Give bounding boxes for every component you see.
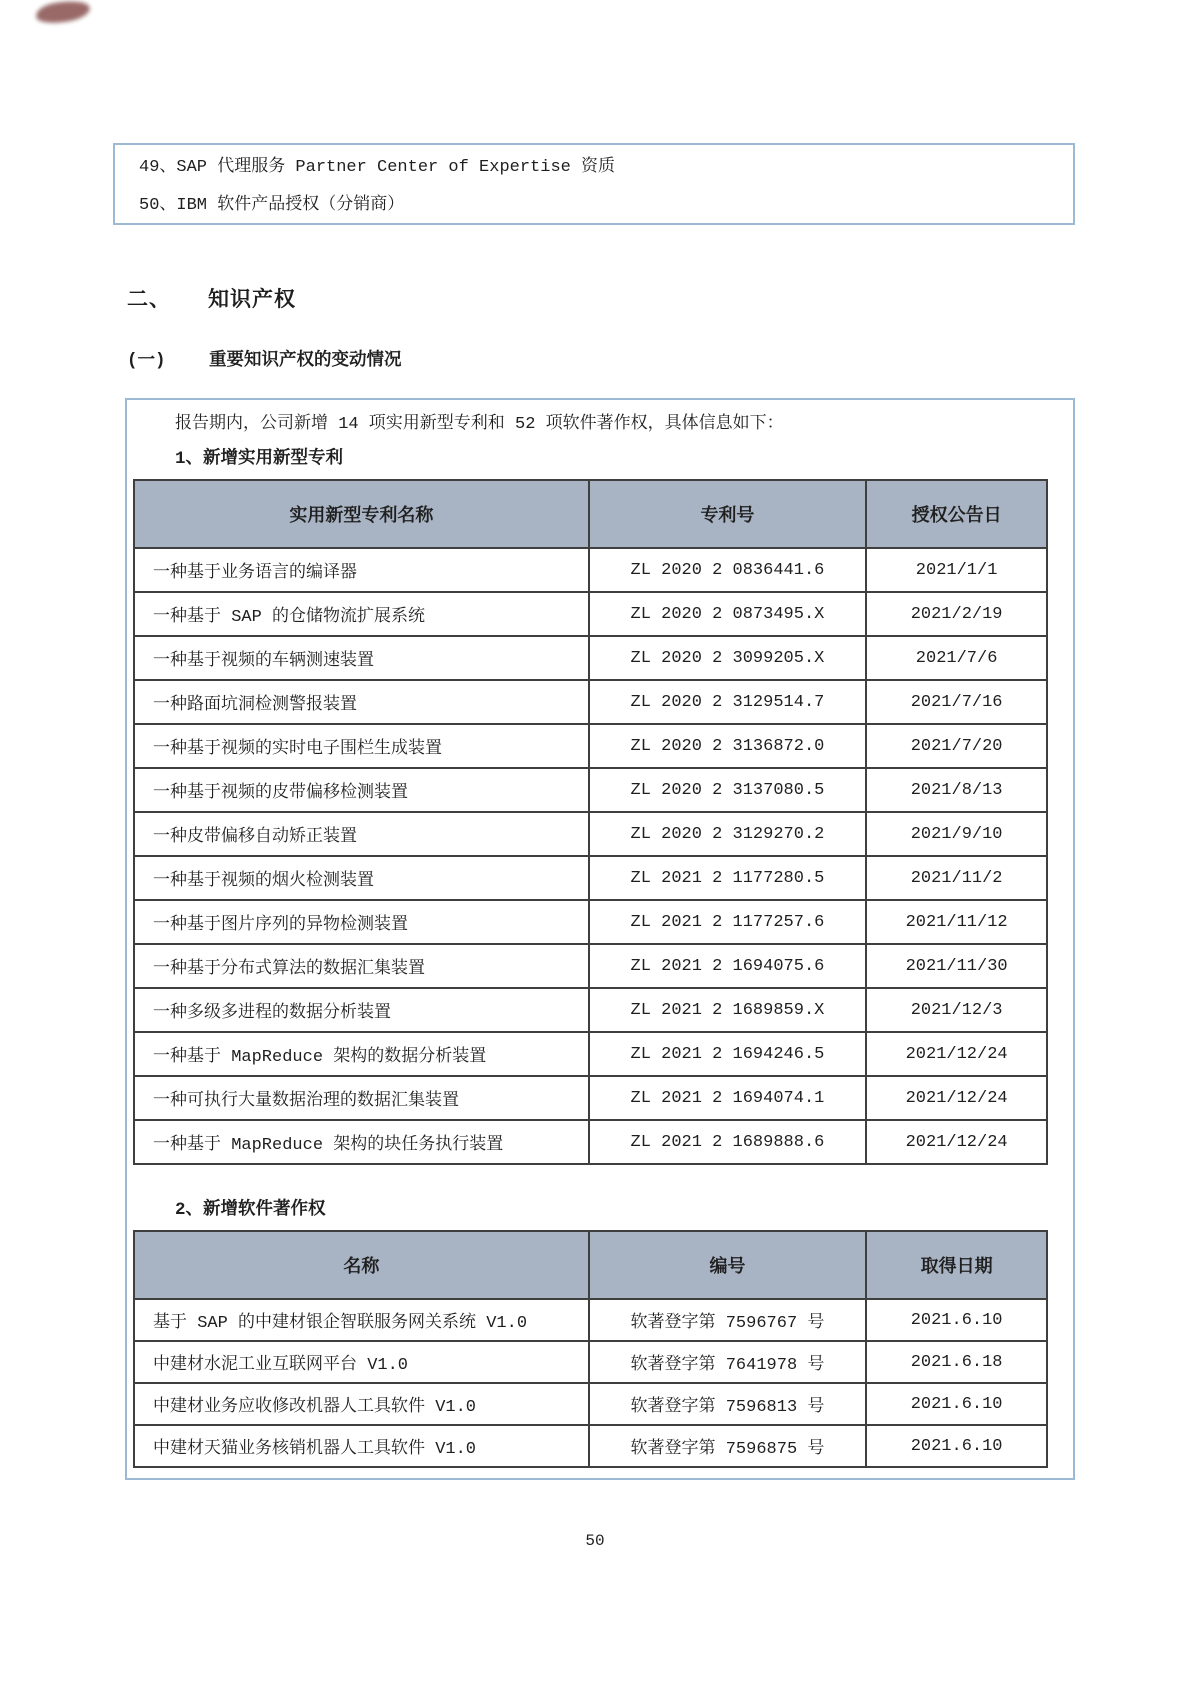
table-cell: 2021/7/20 [866,724,1047,768]
table-cell: ZL 2020 2 0873495.X [589,592,867,636]
table-cell: 一种基于 MapReduce 架构的块任务执行装置 [134,1120,589,1164]
section-heading [127,283,296,313]
table-cell: 基于 SAP 的中建材银企智联服务网关系统 V1.0 [134,1299,589,1341]
table-header-row [134,480,1047,548]
table-cell: 中建材天猫业务核销机器人工具软件 V1.0 [134,1425,589,1467]
subsection-title: 重要知识产权的变动情况 [209,351,402,371]
table-row [134,1032,1047,1076]
table-cell: 一种基于视频的烟火检测装置 [134,856,589,900]
table-cell: ZL 2021 2 1177257.6 [589,900,867,944]
table-cell: ZL 2021 2 1694075.6 [589,944,867,988]
table-cell: 2021/11/12 [866,900,1047,944]
table-cell: 一种基于 SAP 的仓储物流扩展系统 [134,592,589,636]
table-cell: 2021.6.10 [866,1383,1047,1425]
table-cell: 2021/1/1 [866,548,1047,592]
table-cell: 一种多级多进程的数据分析装置 [134,988,589,1032]
table-row [134,1425,1047,1467]
table-row [134,592,1047,636]
scan-artifact [35,0,91,25]
table-cell: 2021/12/24 [866,1120,1047,1164]
table-row [134,1341,1047,1383]
table-cell: 2021/12/3 [866,988,1047,1032]
qualification-item: 50、IBM 软件产品授权（分销商） [139,196,405,215]
table-cell: ZL 2020 2 3137080.5 [589,768,867,812]
table-cell: ZL 2020 2 3129514.7 [589,680,867,724]
page-number: 50 [585,1532,605,1550]
table-row [134,636,1047,680]
table-cell: 一种可执行大量数据治理的数据汇集装置 [134,1076,589,1120]
qualifications-box [113,143,1075,225]
table-row [134,724,1047,768]
table-cell: 一种基于视频的皮带偏移检测装置 [134,768,589,812]
table-cell: 一种基于图片序列的异物检测装置 [134,900,589,944]
table-row [134,1383,1047,1425]
table-cell: ZL 2020 2 3129270.2 [589,812,867,856]
qualification-item: 49、SAP 代理服务 Partner Center of Expertise 资质 [139,158,616,177]
table-cell: ZL 2020 2 0836441.6 [589,548,867,592]
table-cell: 2021/7/6 [866,636,1047,680]
table-cell: 中建材水泥工业互联网平台 V1.0 [134,1341,589,1383]
table-cell: ZL 2021 2 1694246.5 [589,1032,867,1076]
table-cell: 2021/2/19 [866,592,1047,636]
table-cell: 2021.6.18 [866,1341,1047,1383]
table-cell: ZL 2021 2 1694074.1 [589,1076,867,1120]
patent-table-body [134,548,1047,1164]
table-cell: 2021.6.10 [866,1299,1047,1341]
table-header-cell: 实用新型专利名称 [134,480,589,548]
table-row [134,1076,1047,1120]
table-row [134,680,1047,724]
table-cell: 软著登字第 7596813 号 [589,1383,867,1425]
table-cell: 2021/9/10 [866,812,1047,856]
table-header-cell: 取得日期 [866,1231,1047,1299]
table-cell: 一种基于视频的实时电子围栏生成装置 [134,724,589,768]
subsection-heading [127,346,402,371]
table-cell: 软著登字第 7641978 号 [589,1341,867,1383]
table-cell: 2021/11/30 [866,944,1047,988]
table-cell: 一种基于分布式算法的数据汇集装置 [134,944,589,988]
patent-table-title: 1、新增实用新型专利 [175,449,344,469]
subsection-number: (一) [127,351,166,371]
table-cell: ZL 2020 2 3136872.0 [589,724,867,768]
table-cell: 一种路面坑洞检测警报装置 [134,680,589,724]
table-cell: 一种基于业务语言的编译器 [134,548,589,592]
table-row [134,944,1047,988]
table-header-cell: 授权公告日 [866,480,1047,548]
table-header-cell: 名称 [134,1231,589,1299]
table-cell: 2021/7/16 [866,680,1047,724]
table-cell: ZL 2021 2 1689859.X [589,988,867,1032]
copyright-table [133,1230,1048,1468]
table-row [134,548,1047,592]
table-cell: 2021/12/24 [866,1032,1047,1076]
table-row [134,768,1047,812]
table-row [134,1120,1047,1164]
table-cell: 一种皮带偏移自动矫正装置 [134,812,589,856]
table-cell: ZL 2020 2 3099205.X [589,636,867,680]
section-number: 二、 [127,290,171,313]
section-title: 知识产权 [208,290,296,313]
table-cell: 软著登字第 7596875 号 [589,1425,867,1467]
content-box [125,398,1075,1480]
table-row [134,900,1047,944]
table-cell: 软著登字第 7596767 号 [589,1299,867,1341]
copyright-table-body [134,1299,1047,1467]
table-cell: ZL 2021 2 1177280.5 [589,856,867,900]
table-header-cell: 编号 [589,1231,867,1299]
table-header-cell: 专利号 [589,480,867,548]
table-row [134,1299,1047,1341]
table-cell: 一种基于 MapReduce 架构的数据分析装置 [134,1032,589,1076]
table-row [134,988,1047,1032]
intro-paragraph: 报告期内，公司新增 14 项实用新型专利和 52 项软件著作权，具体信息如下： [175,415,784,434]
table-cell: ZL 2021 2 1689888.6 [589,1120,867,1164]
copyright-table-title: 2、新增软件著作权 [175,1200,326,1220]
table-header-row [134,1231,1047,1299]
patent-table [133,479,1048,1165]
table-row [134,856,1047,900]
table-cell: 2021/8/13 [866,768,1047,812]
table-cell: 2021.6.10 [866,1425,1047,1467]
table-cell: 中建材业务应收修改机器人工具软件 V1.0 [134,1383,589,1425]
table-cell: 2021/11/2 [866,856,1047,900]
table-row [134,812,1047,856]
table-cell: 2021/12/24 [866,1076,1047,1120]
table-cell: 一种基于视频的车辆测速装置 [134,636,589,680]
